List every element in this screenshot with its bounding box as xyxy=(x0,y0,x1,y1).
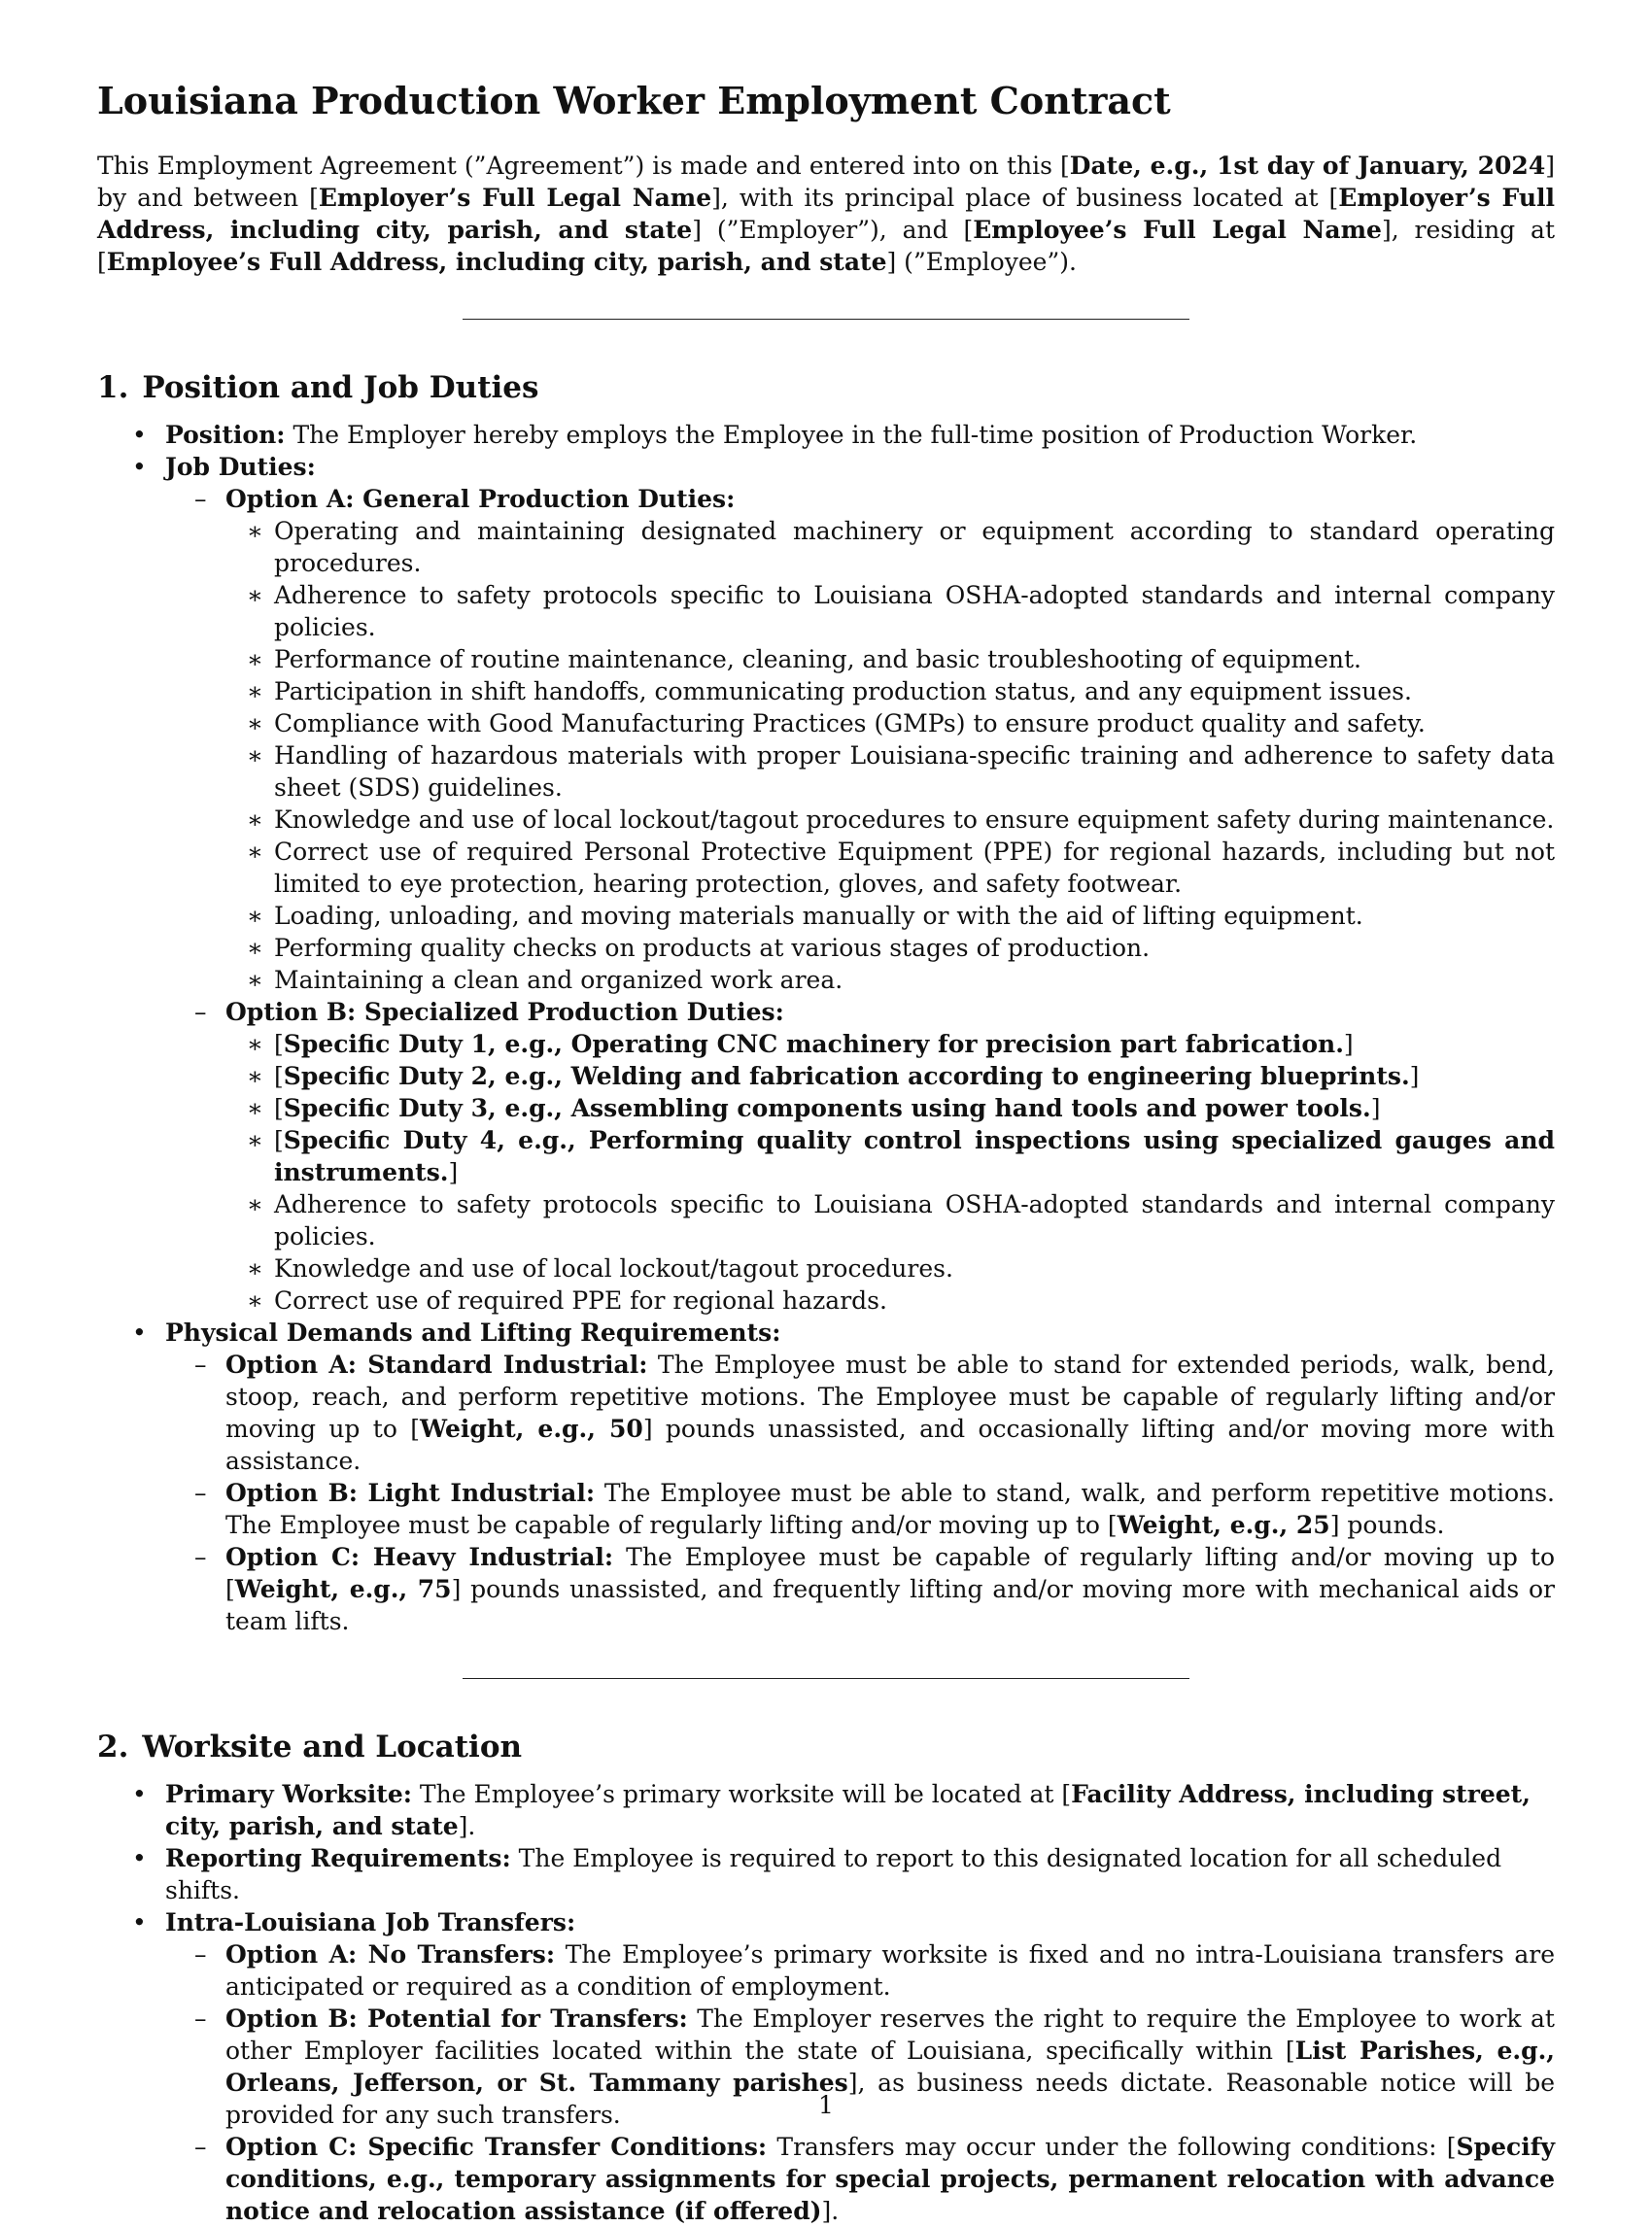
list-item: ∗ Correct use of required PPE for regional hazards. xyxy=(225,1285,1555,1317)
job-duties-label: Job Duties: xyxy=(165,453,316,481)
option-text: The Employee’s primary worksite is fixed and no intra-Louisiana transfers are anticipated or required as a condition of employment. xyxy=(225,1940,1555,2001)
option-label: Option C: Heavy Industrial: xyxy=(225,1543,614,1571)
list-item: ∗ Adherence to safety protocols specific to Louisiana OSHA-adopted standards and internal company policies. xyxy=(225,1188,1555,1252)
physical-option-c xyxy=(165,1541,1555,1637)
intro-text: This Employment Agreement (”Agreement”) is made and entered into on this [ xyxy=(97,152,1070,180)
option-text: The Employer reserves the right to require the Employee to work at other Employer facilities located within the state of Louisiana, specifically within [ xyxy=(225,2004,1555,2065)
list-item: ∗ Loading, unloading, and moving materials manually or with the aid of lifting equipment. xyxy=(225,900,1555,932)
job-duties-item xyxy=(97,451,1555,1317)
physical-demands-label: Physical Demands and Lifting Requirements: xyxy=(165,1319,781,1347)
physical-demands-options xyxy=(165,1349,1555,1637)
item-text: The Employee’s primary worksite will be located at [ xyxy=(411,1780,1072,1808)
document-title: Louisiana Production Worker Employment Contract xyxy=(97,79,1171,122)
list-item: ∗ [Specific Duty 4, e.g., Performing quality control inspections using specialized gauges and instruments.] xyxy=(225,1124,1555,1188)
physical-demands-item xyxy=(97,1317,1555,1637)
option-label: Option C: Specific Transfer Conditions: xyxy=(225,2133,768,2161)
option-text: ], as business needs dictate. Reasonable notice will be provided for any such transfers. xyxy=(225,2069,1555,2129)
parishes-placeholder: List Parishes, e.g., Orleans, Jefferson, or St. Tammany parishes xyxy=(225,2037,1555,2097)
employer-address-placeholder: Employer’s Full Address, including city, parish, and state xyxy=(97,184,1555,244)
weight-placeholder: Weight, e.g., 75 xyxy=(234,1575,452,1603)
specific-duty-placeholder: Specific Duty 3, e.g., Assembling components using hand tools and power tools. xyxy=(283,1094,1371,1122)
list-item: ∗ Handling of hazardous materials with proper Louisiana-specific training and adherence to safety data sheet (SDS) guidelines. xyxy=(225,739,1555,804)
specific-duty-placeholder: Specific Duty 2, e.g., Welding and fabrication according to engineering blueprints. xyxy=(283,1062,1410,1090)
section-number: 2. xyxy=(97,1730,129,1764)
list-item: ∗ Performing quality checks on products at various stages of production. xyxy=(225,932,1555,964)
list-item: ∗ Knowledge and use of local lockout/tagout procedures to ensure equipment safety during maintenance. xyxy=(225,804,1555,836)
option-label: Option A: General Production Duties: xyxy=(225,485,736,513)
position-text: The Employer hereby employs the Employee in the full-time position of Production Worker. xyxy=(285,421,1418,449)
position-item xyxy=(97,419,1555,451)
transfer-options xyxy=(165,1938,1555,2227)
item-text: ]. xyxy=(458,1812,476,1840)
option-text: ]. xyxy=(821,2197,840,2225)
employer-name-placeholder: Employer’s Full Legal Name xyxy=(318,184,712,212)
option-label: Option B: Potential for Transfers: xyxy=(225,2004,688,2033)
option-text: ] pounds unassisted, and frequently lifting and/or moving more with mechanical aids or team lifts. xyxy=(225,1575,1555,1635)
option-text: The Employee must be able to stand for extended periods, walk, bend, stoop, reach, and perform repetitive motions. The Employee must be capable of regularly lifting and/or moving up to [ xyxy=(225,1351,1555,1443)
intro-text: ] by and between [ xyxy=(97,152,1555,212)
option-text: The Employee must be capable of regularly lifting and/or moving up to [ xyxy=(225,1543,1555,1603)
section-divider xyxy=(463,1678,1189,1679)
job-duties-options xyxy=(165,483,1555,1317)
physical-option-a xyxy=(165,1349,1555,1477)
option-text: The Employee must be able to stand, walk, and perform repetitive motions. The Employee must be capable of regularly lifting and/or moving up to [ xyxy=(225,1479,1555,1539)
list-item: ∗ [Specific Duty 3, e.g., Assembling components using hand tools and power tools.] xyxy=(225,1092,1555,1124)
list-item: ∗ Correct use of required Personal Protective Equipment (PPE) for regional hazards, including but not limited to eye protection, hearing protection, gloves, and safety footwear. xyxy=(225,836,1555,900)
option-label: Option B: Light Industrial: xyxy=(225,1479,596,1507)
weight-placeholder: Weight, e.g., 50 xyxy=(419,1415,643,1443)
intro-text: ], with its principal place of business located at [ xyxy=(711,184,1339,212)
date-placeholder: Date, e.g., 1st day of January, 2024 xyxy=(1069,152,1546,180)
list-item: ∗ Operating and maintaining designated machinery or equipment according to standard operating procedures. xyxy=(225,515,1555,579)
option-label: Option A: No Transfers: xyxy=(225,1940,556,1969)
option-b-duty-list xyxy=(225,1028,1555,1317)
list-item: ∗ Maintaining a clean and organized work area. xyxy=(225,964,1555,996)
transfer-option-c xyxy=(165,2131,1555,2227)
section-number: 1. xyxy=(97,370,129,405)
employee-address-placeholder: Employee’s Full Address, including city, parish, and state xyxy=(106,248,887,276)
duties-option-a xyxy=(165,483,1555,996)
item-text: The Employee is required to report to this designated location for all scheduled shifts. xyxy=(165,1844,1502,1904)
option-label: Option A: Standard Industrial: xyxy=(225,1351,648,1379)
section-1-heading xyxy=(97,368,1555,407)
duties-option-b xyxy=(165,996,1555,1317)
option-label: Option B: Specialized Production Duties: xyxy=(225,998,784,1026)
section-2-list xyxy=(97,1778,1555,2227)
position-label: Position: xyxy=(165,421,286,449)
transfers-label: Intra-Louisiana Job Transfers: xyxy=(165,1908,576,1936)
weight-placeholder: Weight, e.g., 25 xyxy=(1117,1511,1330,1539)
section-title: Worksite and Location xyxy=(142,1730,523,1764)
facility-address-placeholder: Facility Address, including street, city, parish, and state xyxy=(165,1780,1531,1840)
list-item: ∗ Knowledge and use of local lockout/tagout procedures. xyxy=(225,1252,1555,1285)
contract-page xyxy=(97,78,1555,2227)
list-item: ∗ Performance of routine maintenance, cleaning, and basic troubleshooting of equipment. xyxy=(225,643,1555,675)
option-text: ] pounds. xyxy=(1329,1511,1445,1539)
employee-name-placeholder: Employee’s Full Legal Name xyxy=(973,216,1382,244)
intro-text: ] (”Employee”). xyxy=(886,248,1077,276)
specific-duty-placeholder: Specific Duty 4, e.g., Performing quality control inspections using specialized gauges and instruments. xyxy=(274,1126,1555,1186)
option-text: ] pounds unassisted, and occasionally lifting and/or moving more with assistance. xyxy=(225,1415,1555,1475)
page-number: 1 xyxy=(818,2091,834,2119)
list-item: ∗ Adherence to safety protocols specific to Louisiana OSHA-adopted standards and internal company policies. xyxy=(225,579,1555,643)
section-divider xyxy=(463,319,1189,320)
intro-text: ] (”Employer”), and [ xyxy=(692,216,974,244)
primary-worksite-label: Primary Worksite: xyxy=(165,1780,412,1808)
list-item: ∗ [Specific Duty 1, e.g., Operating CNC machinery for precision part fabrication.] xyxy=(225,1028,1555,1060)
list-item: ∗ Compliance with Good Manufacturing Practices (GMPs) to ensure product quality and safety. xyxy=(225,707,1555,739)
transfers-item xyxy=(97,1906,1555,2227)
section-2-heading xyxy=(97,1728,1555,1766)
section-title: Position and Job Duties xyxy=(142,370,539,405)
option-a-duty-list xyxy=(225,515,1555,996)
list-item: ∗ Participation in shift handoffs, communicating production status, and any equipment issues. xyxy=(225,675,1555,707)
primary-worksite-item xyxy=(97,1778,1555,1842)
reporting-label: Reporting Requirements: xyxy=(165,1844,511,1872)
intro-paragraph xyxy=(97,150,1555,278)
list-item: ∗ [Specific Duty 2, e.g., Welding and fabrication according to engineering blueprints.] xyxy=(225,1060,1555,1092)
section-1-list xyxy=(97,419,1555,1637)
specific-duty-placeholder: Specific Duty 1, e.g., Operating CNC machinery for precision part fabrication. xyxy=(283,1030,1344,1058)
transfer-option-a xyxy=(165,1938,1555,2003)
intro-text: ], residing at [ xyxy=(97,216,1556,276)
physical-option-b xyxy=(165,1477,1555,1541)
conditions-placeholder: Specify conditions, e.g., temporary assignments for special projects, permanent relocation with advance notice and relocation assistance (if offered) xyxy=(225,2133,1555,2225)
option-text: Transfers may occur under the following conditions: [ xyxy=(767,2133,1457,2161)
reporting-item xyxy=(97,1842,1555,1906)
